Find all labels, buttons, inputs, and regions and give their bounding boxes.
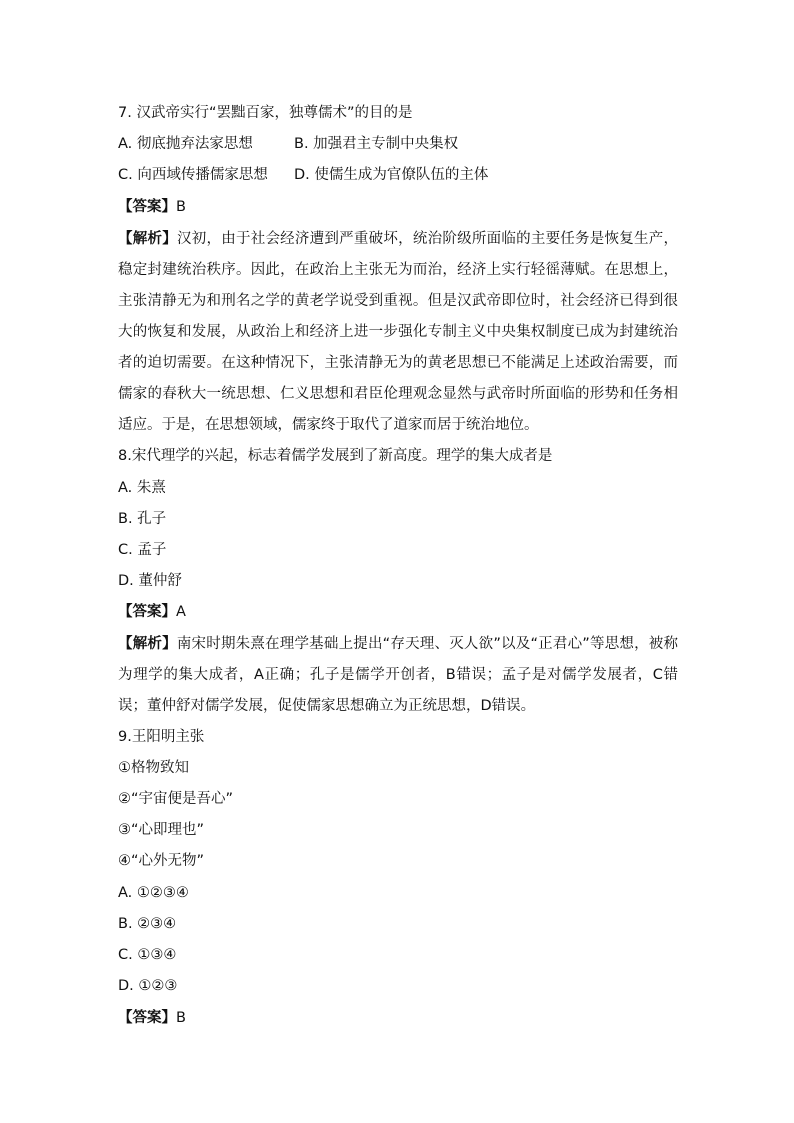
question-7-options-row-2 (118, 165, 488, 185)
statement-3: ③“心即理也” (118, 822, 205, 838)
question-9-answer (118, 1008, 186, 1028)
question-8-analysis (118, 629, 678, 722)
question-7-answer (118, 197, 186, 217)
analysis-text: 汉初，由于社会经济遭到严重破坏，统治阶级所面临的主要任务是恢复生产，稳定封建统治秩序。因此，在政治上主张无为而治，经济上实行轻徭薄赋。在思想上，主张清静无为和刑名之学的黄老学说受到重视。但是汉武帝即位时，社会经济已得到很大的恢复和发展，从政治上和经济上进一步强化专制主义中央集权制度已成为封建统治者的迫切需要。在这种情况下，主张清静无为的黄老思想已不能满足上述政治需要，而儒家的春秋大一统思想、仁义思想和君臣伦理观念显然与武帝时所面临的形势和任务相适应。于是，在思想领域，儒家终于取代了道家而居于统治地位。 (118, 231, 679, 433)
answer-tag: 【答案】 (118, 199, 176, 215)
option-a: A. 朱熹 (118, 480, 166, 496)
question-7-options-row-1 (118, 134, 458, 154)
option-d: D. 董仲舒 (118, 573, 182, 589)
question-8-answer (118, 602, 186, 622)
statement-4: ④“心外无物” (118, 853, 205, 869)
question-9-stem: 9.王阳明主张 (118, 729, 205, 745)
analysis-tag: 【解析】 (118, 231, 177, 247)
option-d: D. 使儒生成为官僚队伍的主体 (294, 167, 489, 183)
option-c: C. 向西域传播儒家思想 (118, 167, 268, 183)
question-7-stem: 7. 汉武帝实行“罢黜百家，独尊儒术”的目的是 (118, 105, 413, 121)
question-7-analysis (118, 224, 678, 441)
statement-1: ①格物致知 (118, 760, 189, 776)
statement-2: ②“宇宙便是吾心” (118, 791, 234, 807)
analysis-text: 南宋时期朱熹在理学基础上提出“存天理、灭人欲”以及“正君心”等思想，被称为理学的集大成者，A正确；孔子是儒学开创者，B错误；孟子是对儒学发展者，C错误；董仲舒对儒学发展，促使儒家思想确立为正统思想，D错误。 (118, 636, 679, 714)
answer-value: B (176, 1010, 186, 1026)
option-b: B. ②③④ (118, 916, 177, 932)
analysis-tag: 【解析】 (118, 636, 177, 652)
option-a: A. ①②③④ (118, 885, 189, 901)
option-b: B. 加强君主专制中央集权 (294, 136, 459, 152)
question-8-stem: 8.宋代理学的兴起，标志着儒学发展到了新高度。理学的集大成者是 (118, 448, 553, 464)
answer-value: B (176, 199, 186, 215)
answer-tag: 【答案】 (118, 1010, 176, 1026)
option-c: C. ①③④ (118, 947, 177, 963)
option-c: C. 孟子 (118, 542, 167, 558)
option-b: B. 孔子 (118, 511, 167, 527)
answer-tag: 【答案】 (118, 604, 176, 620)
option-a: A. 彻底抛弃法家思想 (118, 136, 253, 152)
answer-value: A (176, 604, 186, 620)
option-d: D. ①②③ (118, 978, 178, 994)
